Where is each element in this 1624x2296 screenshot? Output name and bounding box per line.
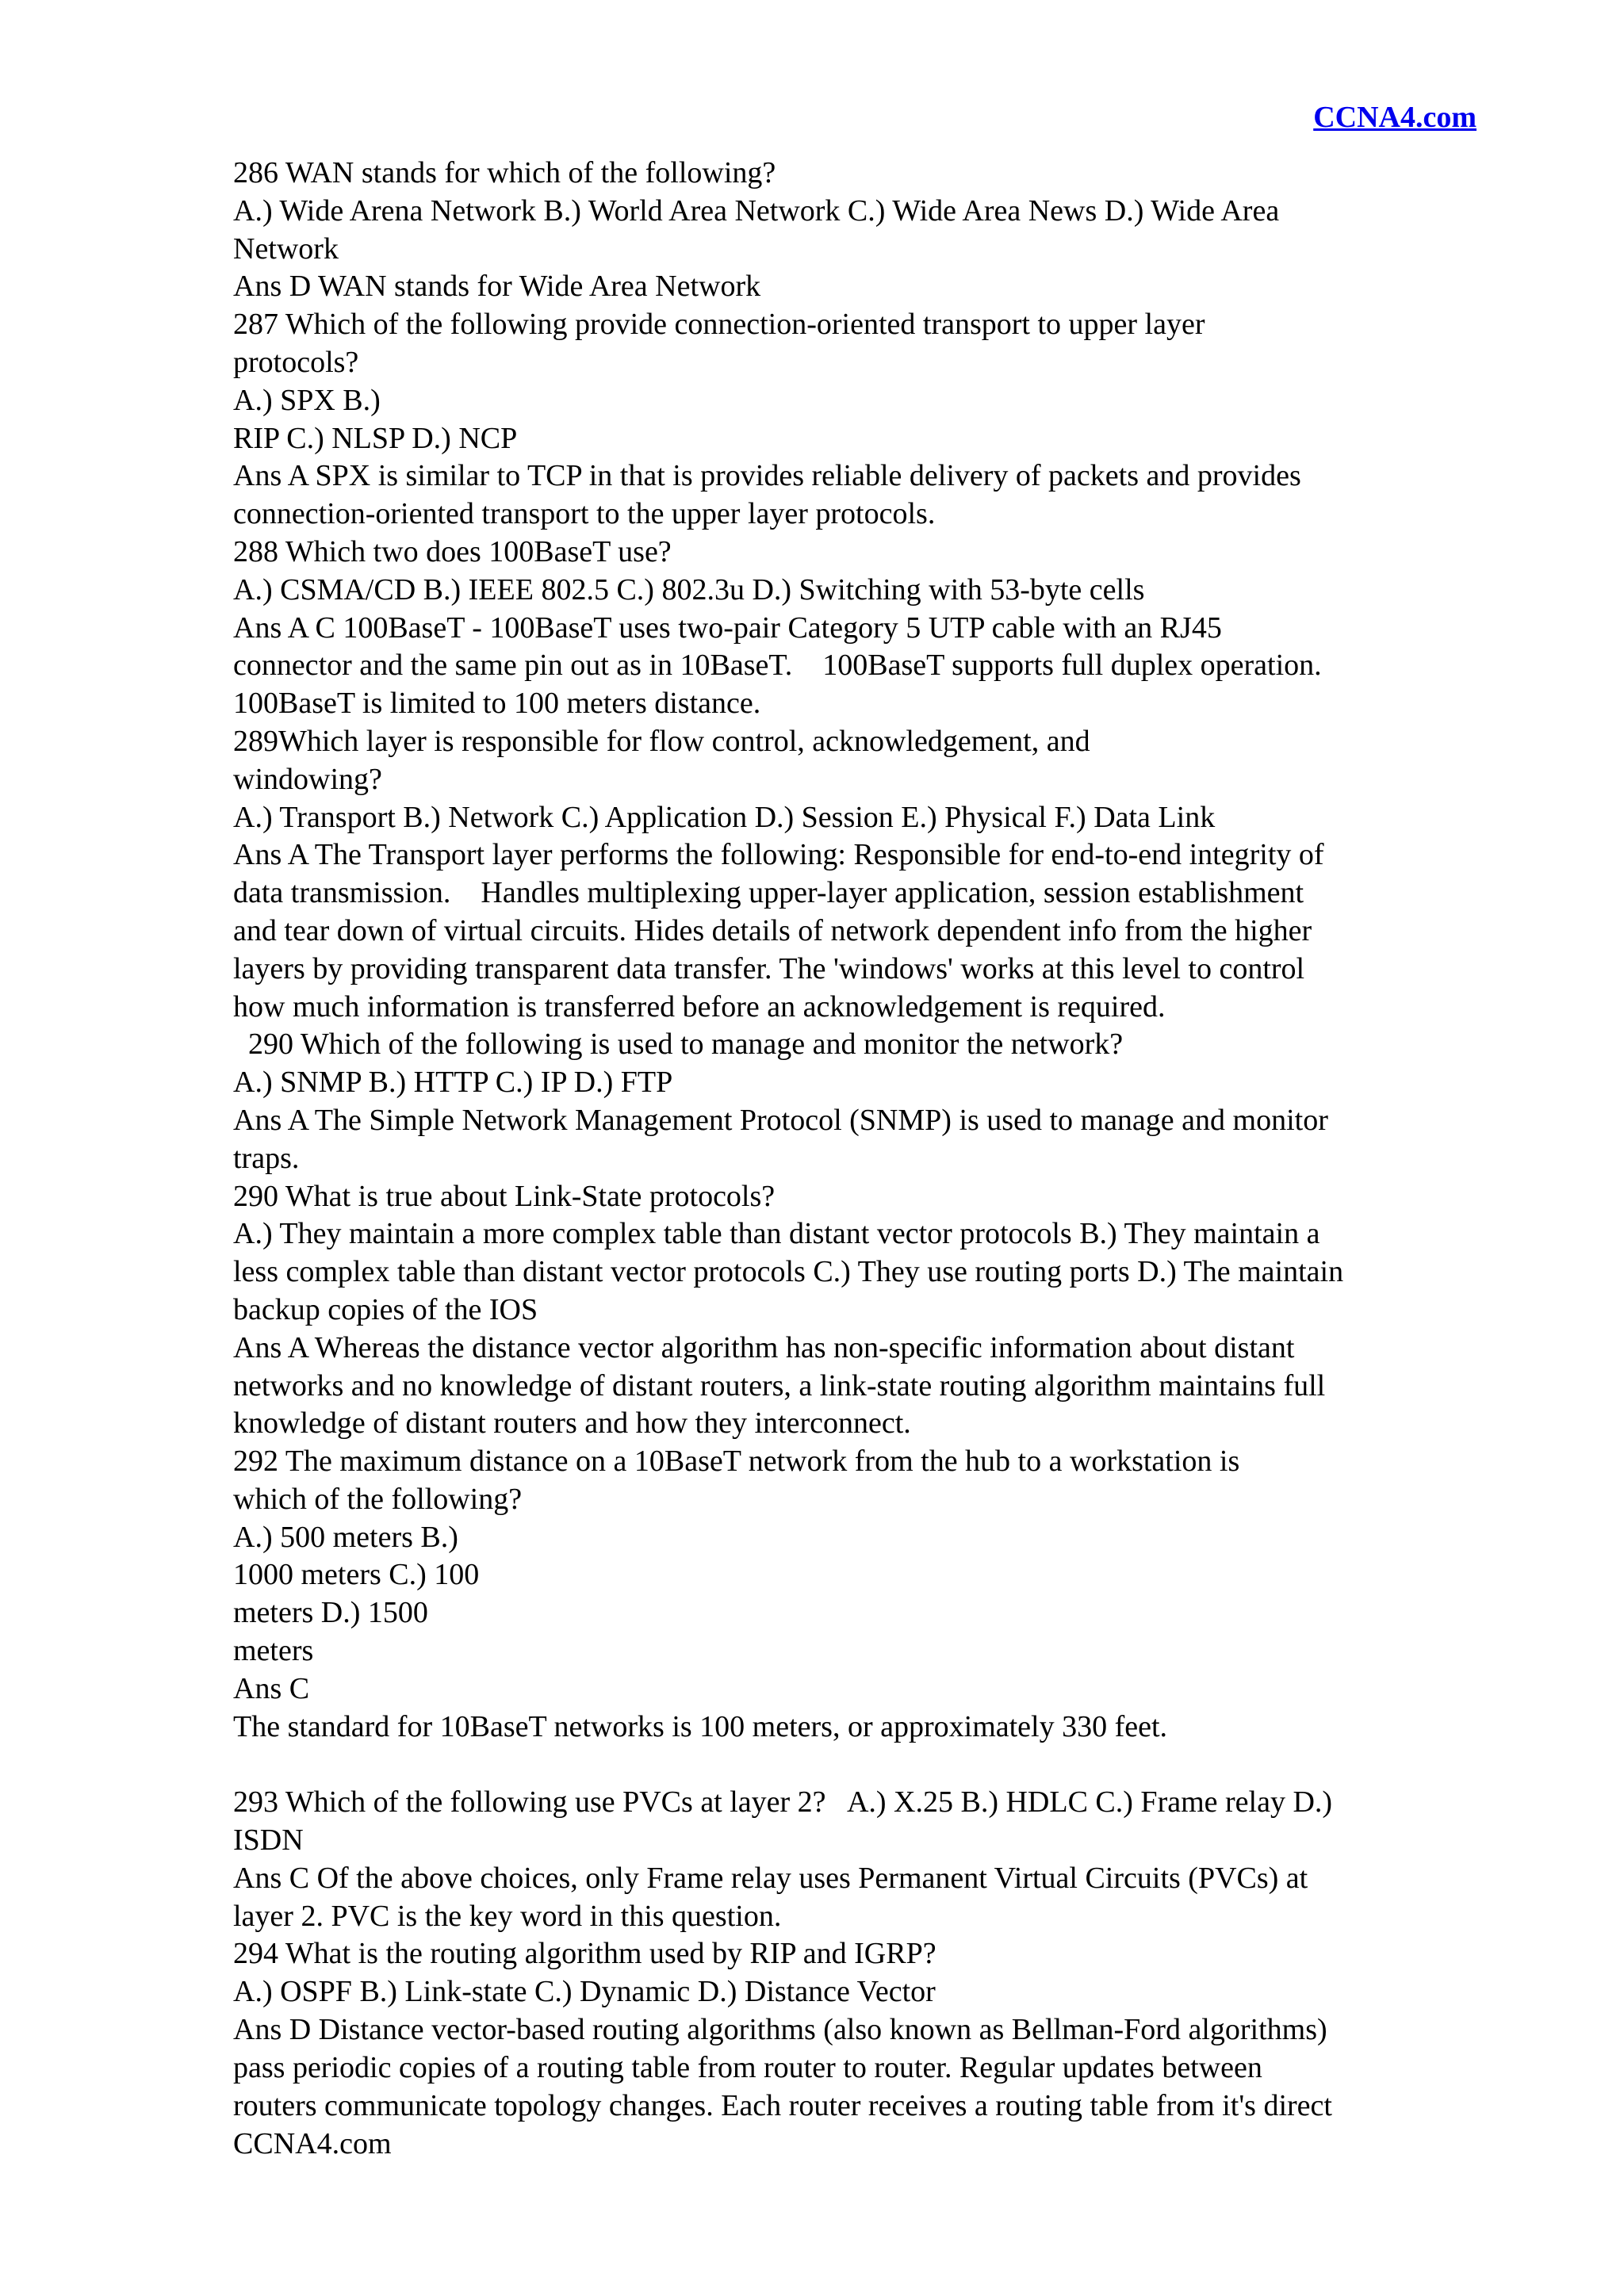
text-line: 1000 meters C.) 100 <box>233 1558 480 1592</box>
text-line: A.) Transport B.) Network C.) Application D.) Session E.) Physical F.) Data Link <box>233 800 1216 834</box>
text-line: 286 WAN stands for which of the following? <box>233 156 776 189</box>
text-line: Network <box>233 232 339 266</box>
text-line: 100BaseT is limited to 100 meters distance. <box>233 687 761 721</box>
text-line: how much information is transferred before an acknowledgement is required. <box>233 989 1166 1024</box>
text-line: traps. <box>233 1141 300 1175</box>
text-line: which of the following? <box>233 1482 523 1516</box>
text-line: data transmission. Handles multiplexing upper-layer application, session establishment <box>233 876 1304 910</box>
text-line: A.) CSMA/CD B.) IEEE 802.5 C.) 802.3u D.) Switching with 53-byte cells <box>233 572 1145 607</box>
text-line: 293 Which of the following use PVCs at layer 2? A.) X.25 B.) HDLC C.) Frame relay D.) <box>233 1785 1333 1820</box>
text-line: A.) They maintain a more complex table than distant vector protocols B.) They maintain a <box>233 1217 1320 1251</box>
text-line: 287 Which of the following provide connection-oriented transport to upper layer <box>233 308 1205 342</box>
footer-site-text: CCNA4.com <box>233 2127 392 2160</box>
text-line: knowledge of distant routers and how they interconnect. <box>233 1406 911 1441</box>
text-line: Ans A SPX is similar to TCP in that is provides reliable delivery of packets and provides <box>233 459 1301 493</box>
text-line: and tear down of virtual circuits. Hides details of network dependent info from the higher <box>233 913 1312 947</box>
text-line: windowing? <box>233 762 382 796</box>
text-line: 290 Which of the following is used to manage and monitor the network? <box>233 1027 1124 1062</box>
text-line: layers by providing transparent data transfer. The 'windows' works at this level to control <box>233 951 1305 985</box>
header-site-link[interactable]: CCNA4.com <box>1313 101 1477 134</box>
text-line: routers communicate topology changes. Each router receives a routing table from it's direct <box>233 2088 1332 2122</box>
text-line <box>233 1746 1470 1784</box>
document-body <box>233 155 1470 2125</box>
text-line: pass periodic copies of a routing table from router to router. Regular updates between <box>233 2050 1262 2084</box>
text-line: Ans A The Simple Network Management Protocol (SNMP) is used to manage and monitor <box>233 1103 1328 1137</box>
text-line: Ans A Whereas the distance vector algorithm has non-specific information about distant <box>233 1330 1295 1364</box>
text-line: Ans D Distance vector-based routing algorithms (also known as Bellman-Ford algorithms) <box>233 2013 1327 2047</box>
text-line: A.) SNMP B.) HTTP C.) IP D.) FTP <box>233 1066 673 1100</box>
text-line: 289Which layer is responsible for flow control, acknowledgement, and <box>233 724 1090 758</box>
text-line: RIP C.) NLSP D.) NCP <box>233 421 518 455</box>
text-line: connector and the same pin out as in 10BaseT. 100BaseT supports full duplex operation. <box>233 649 1322 683</box>
text-line: backup copies of the IOS <box>233 1292 538 1326</box>
text-line: ISDN <box>233 1823 304 1858</box>
text-line: 288 Which two does 100BaseT use? <box>233 534 672 568</box>
text-line: meters <box>233 1634 314 1668</box>
text-line: connection-oriented transport to the upper layer protocols. <box>233 497 936 531</box>
text-line: less complex table than distant vector protocols C.) They use routing ports D.) The maintain <box>233 1255 1344 1289</box>
text-line: Ans A C 100BaseT - 100BaseT uses two-pair Category 5 UTP cable with an RJ45 <box>233 610 1222 645</box>
text-line: Ans C Of the above choices, only Frame relay uses Permanent Virtual Circuits (PVCs) at <box>233 1861 1308 1895</box>
text-line: Ans A The Transport layer performs the following: Responsible for end-to-end integrity of <box>233 838 1324 872</box>
text-line: The standard for 10BaseT networks is 100 meters, or approximately 330 feet. <box>233 1709 1168 1743</box>
text-line: Ans C <box>233 1671 310 1705</box>
text-line: A.) Wide Arena Network B.) World Area Network C.) Wide Area News D.) Wide Area <box>233 193 1280 228</box>
text-line: layer 2. PVC is the key word in this question. <box>233 1899 782 1933</box>
text-line: A.) OSPF B.) Link-state C.) Dynamic D.) Distance Vector <box>233 1975 936 2009</box>
text-line: 292 The maximum distance on a 10BaseT network from the hub to a workstation is <box>233 1445 1240 1479</box>
text-line: 290 What is true about Link-State protocols? <box>233 1179 776 1213</box>
text-line: 294 What is the routing algorithm used by RIP and IGRP? <box>233 1937 936 1971</box>
text-line: meters D.) 1500 <box>233 1596 428 1630</box>
text-line: protocols? <box>233 345 359 379</box>
text-line: A.) 500 meters B.) <box>233 1520 458 1554</box>
text-line: Ans D WAN stands for Wide Area Network <box>233 270 761 304</box>
text-line: A.) SPX B.) <box>233 383 381 417</box>
text-line: networks and no knowledge of distant routers, a link-state routing algorithm maintains full <box>233 1368 1326 1402</box>
